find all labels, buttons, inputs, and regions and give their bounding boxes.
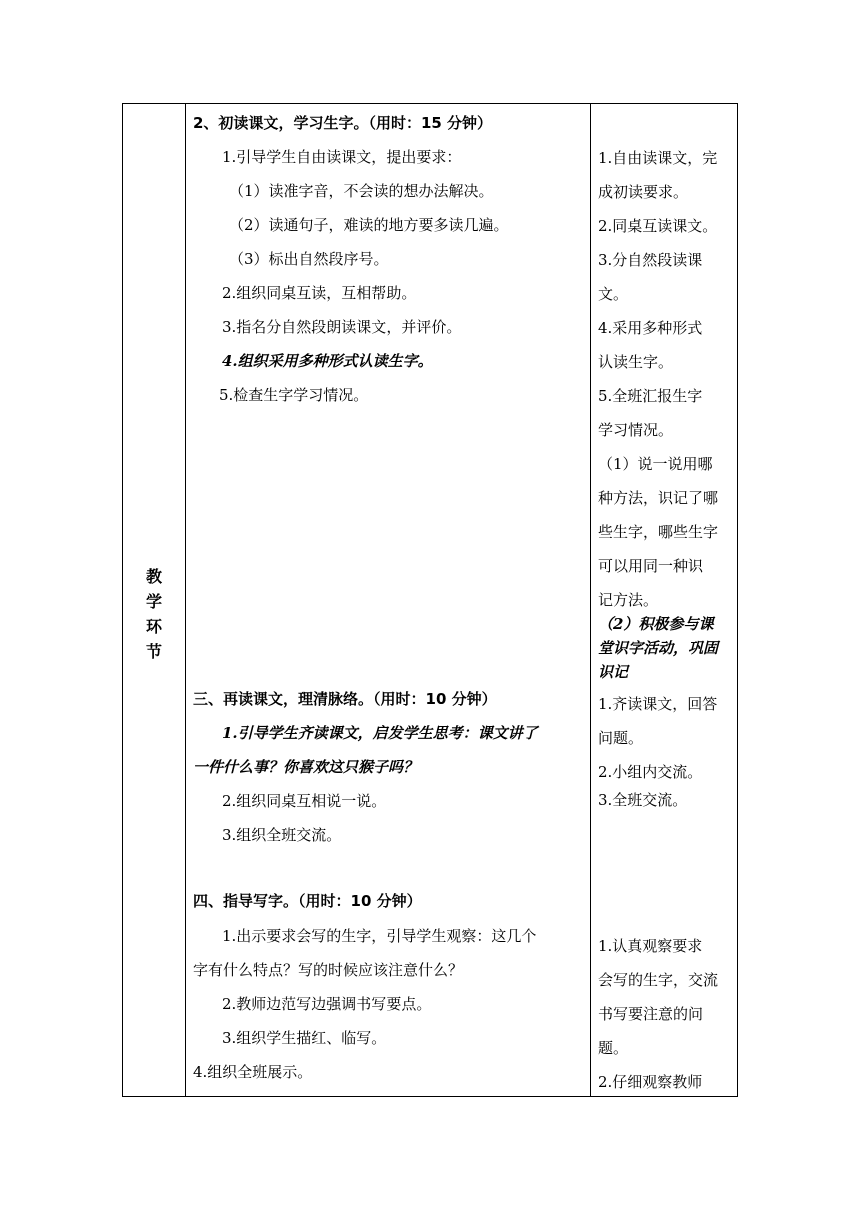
side-char: 环 xyxy=(145,617,162,636)
student-activity-line: 记方法。 xyxy=(598,591,659,609)
s2-item: 5.检查生字学习情况。 xyxy=(219,386,369,404)
s2-item: 2.组织同桌互读，互相帮助。 xyxy=(222,284,417,302)
student-activity-line: 1.自由读课文，完 xyxy=(598,149,718,167)
s2-item-emphasis: 4.组织采用多种形式认读生字。 xyxy=(222,352,433,370)
student-activity-line: 2.小组内交流。 xyxy=(598,763,703,781)
student-activity-line: 种方法，识记了哪 xyxy=(598,489,719,507)
student-activity-emphasis: 堂识字活动，巩固 xyxy=(598,639,719,657)
s2-item: 3.指名分自然段朗读课文，并评价。 xyxy=(222,318,462,336)
s3-item-emphasis: 1.引导学生齐读课文，启发学生思考：课文讲了 xyxy=(222,724,538,742)
student-activity-line: 些生字，哪些生字 xyxy=(598,523,719,541)
column-divider-1 xyxy=(185,104,186,1096)
student-activity-line: （1）说一说用哪 xyxy=(598,455,713,473)
s3-item: 3.组织全班交流。 xyxy=(222,826,342,844)
student-activity-line: 题。 xyxy=(598,1039,629,1057)
s2-item: （1）读准字音，不会读的想办法解决。 xyxy=(229,182,494,200)
student-activity-line: 文。 xyxy=(598,285,629,303)
s3-item-emphasis: 一件什么事？你喜欢这只猴子吗？ xyxy=(193,758,419,776)
student-activity-line: 认读生字。 xyxy=(598,353,674,371)
section-4-title: 四、指导写字。（用时：10 分钟） xyxy=(193,892,422,910)
s4-item: 3.组织学生描红、临写。 xyxy=(222,1029,387,1047)
student-activity-line: 2.仔细观察教师 xyxy=(598,1073,703,1091)
student-activity-line: 1.齐读课文，回答 xyxy=(598,695,718,713)
s2-item: 1.引导学生自由读课文，提出要求： xyxy=(222,148,462,166)
s2-item: （2）读通句子，难读的地方要多读几遍。 xyxy=(229,216,509,234)
student-activity-line: 可以用同一种识 xyxy=(598,557,704,575)
s4-item: 2.教师边范写边强调书写要点。 xyxy=(222,995,432,1013)
student-activity-emphasis: （2）积极参与课 xyxy=(598,615,714,633)
s4-item: 1.出示要求会写的生字，引导学生观察：这几个 xyxy=(222,927,537,945)
section-3-title: 三、再读课文，理清脉络。（用时：10 分钟） xyxy=(193,690,497,708)
student-activity-line: 学习情况。 xyxy=(598,421,674,439)
side-char: 学 xyxy=(145,592,162,611)
s4-item: 字有什么特点？写的时候应该注意什么？ xyxy=(193,961,464,979)
student-activity-line: 3.全班交流。 xyxy=(598,791,688,809)
student-activity-line: 3.分自然段读课 xyxy=(598,251,703,269)
student-activity-line: 4.采用多种形式 xyxy=(598,319,703,337)
s3-item: 2.组织同桌互相说一说。 xyxy=(222,792,387,810)
student-activity-line: 5.全班汇报生字 xyxy=(598,387,703,405)
teaching-stage-label xyxy=(123,564,185,664)
side-char: 教 xyxy=(145,567,162,586)
side-char: 节 xyxy=(145,642,162,661)
student-activity-line: 2.同桌互读课文。 xyxy=(598,217,718,235)
student-activity-line: 书写要注意的问 xyxy=(598,1005,704,1023)
column-divider-2 xyxy=(590,104,591,1096)
s4-item: 4.组织全班展示。 xyxy=(193,1063,313,1081)
student-activity-emphasis: 识记 xyxy=(598,663,629,681)
section-2-title: 2、初读课文，学习生字。（用时：15 分钟） xyxy=(193,114,493,132)
student-activity-line: 会写的生字，交流 xyxy=(598,971,719,989)
student-activity-line: 1.认真观察要求 xyxy=(598,937,703,955)
student-activity-line: 成初读要求。 xyxy=(598,183,689,201)
s2-item: （3）标出自然段序号。 xyxy=(229,250,389,268)
student-activity-line: 问题。 xyxy=(598,729,644,747)
